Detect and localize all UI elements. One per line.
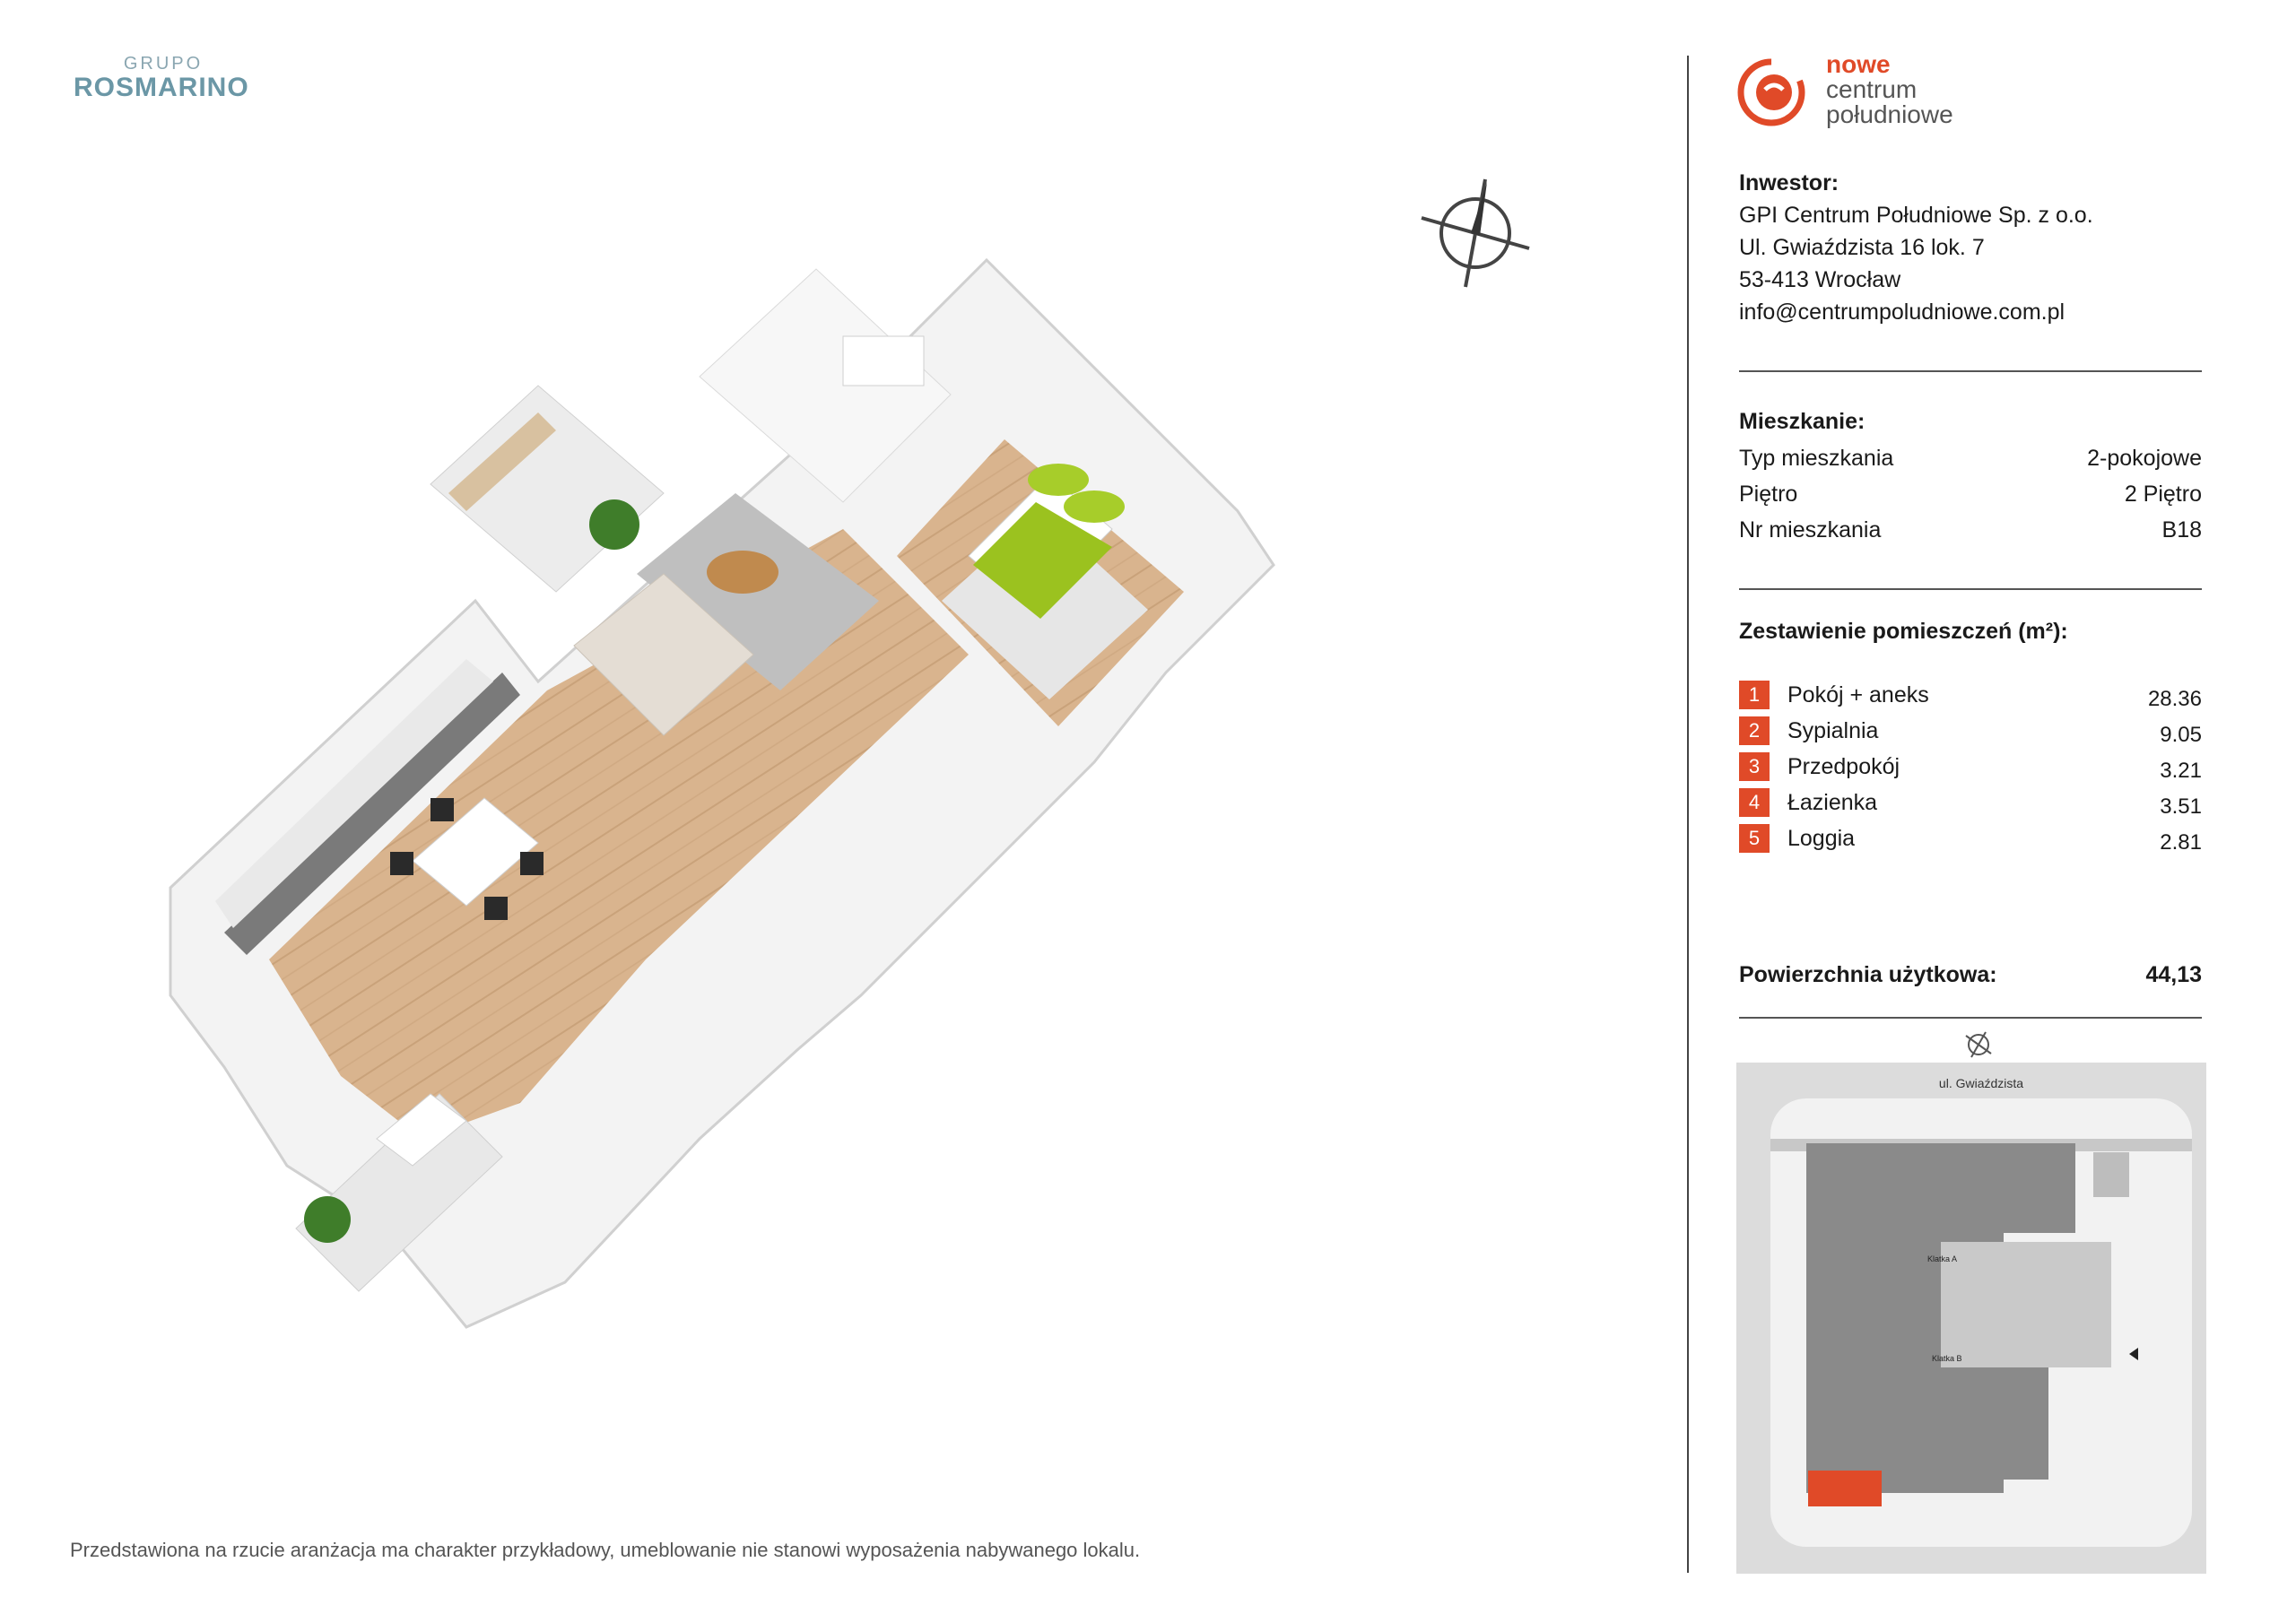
- room-area: 9.05: [2160, 723, 2202, 747]
- room-number-badge: 5: [1739, 824, 1770, 853]
- investor-company: GPI Centrum Południowe Sp. z o.o.: [1739, 203, 2093, 228]
- investor-section: [1739, 167, 2093, 328]
- developer-logo: [1735, 50, 2031, 135]
- stair-b-label: Klatka B: [1932, 1354, 1962, 1363]
- street-label: ul. Gwiaździsta: [1938, 1076, 2024, 1090]
- floor-plan-illustration: [161, 170, 1561, 1444]
- room-name: Pokój + aneks: [1787, 681, 1929, 707]
- investor-label: Inwestor:: [1739, 170, 1839, 195]
- room-row: [1739, 749, 2202, 785]
- stair-a-label: Klatka A: [1927, 1254, 1958, 1263]
- total-value: 44,13: [2145, 962, 2202, 987]
- rooms-list: [1739, 677, 2202, 856]
- room-row: [1739, 713, 2202, 749]
- brand-name: ROSMARINO: [74, 73, 249, 102]
- disclaimer-text: Przedstawiona na rzucie aranżacja ma charakter przykładowy, umeblowanie nie stanowi wyposażenia nabywanego lokalu.: [70, 1539, 1141, 1561]
- room-number-badge: 3: [1739, 752, 1770, 781]
- room-area: 28.36: [2147, 687, 2202, 711]
- site-plan: [1735, 1018, 2206, 1574]
- room-row: [1739, 677, 2202, 713]
- brand-logo: [74, 54, 262, 103]
- room-name: Łazienka: [1787, 789, 1878, 815]
- apartment-label: Mieszkanie:: [1739, 409, 1866, 434]
- logo-line-2: centrum: [1826, 75, 1918, 103]
- room-row: [1739, 785, 2202, 820]
- logo-mark-icon: [1735, 56, 1808, 129]
- investor-city: 53-413 Wrocław: [1739, 267, 1901, 292]
- room-area: 2.81: [2160, 830, 2202, 855]
- apartment-row: [1739, 476, 2202, 512]
- logo-line-1: nowe: [1826, 50, 1891, 78]
- apartment-row: [1739, 512, 2202, 548]
- site-compass-icon: [1966, 1032, 1991, 1057]
- logo-line-3: południowe: [1826, 100, 1953, 128]
- divider: [1739, 588, 2202, 590]
- wardrobe: [430, 386, 664, 592]
- apartment-key: Piętro: [1739, 482, 1798, 507]
- room-number-badge: 1: [1739, 681, 1770, 709]
- vertical-divider: [1687, 56, 1689, 1573]
- room-number-badge: 2: [1739, 716, 1770, 745]
- total-label: Powierzchnia użytkowa:: [1739, 962, 1997, 987]
- apartment-row: [1739, 440, 2202, 476]
- apartment-section: [1739, 409, 2202, 548]
- room-area: 3.21: [2160, 759, 2202, 783]
- room-area: 3.51: [2160, 794, 2202, 819]
- investor-street: Ul. Gwiaździsta 16 lok. 7: [1739, 235, 1985, 260]
- apartment-value: 2 Piętro: [2124, 482, 2202, 507]
- room-name: Przedpokój: [1787, 753, 1900, 779]
- apartment-value: 2-pokojowe: [2087, 446, 2202, 471]
- rooms-title: Zestawienie pomieszczeń (m²):: [1739, 619, 2068, 644]
- room-name: Sypialnia: [1787, 717, 1879, 743]
- brand-small: GRUPO: [123, 54, 204, 74]
- investor-email[interactable]: info@centrumpoludniowe.com.pl: [1739, 299, 2066, 325]
- divider: [1739, 370, 2202, 372]
- room-name: Loggia: [1787, 825, 1856, 851]
- apartment-value: B18: [2161, 517, 2202, 542]
- room-number-badge: 4: [1739, 788, 1770, 817]
- apartment-key: Nr mieszkania: [1739, 517, 1882, 542]
- apartment-key: Typ mieszkania: [1739, 446, 1894, 471]
- room-row: [1739, 820, 2202, 856]
- compass-icon: [1417, 175, 1534, 291]
- total-area: [1739, 962, 2202, 988]
